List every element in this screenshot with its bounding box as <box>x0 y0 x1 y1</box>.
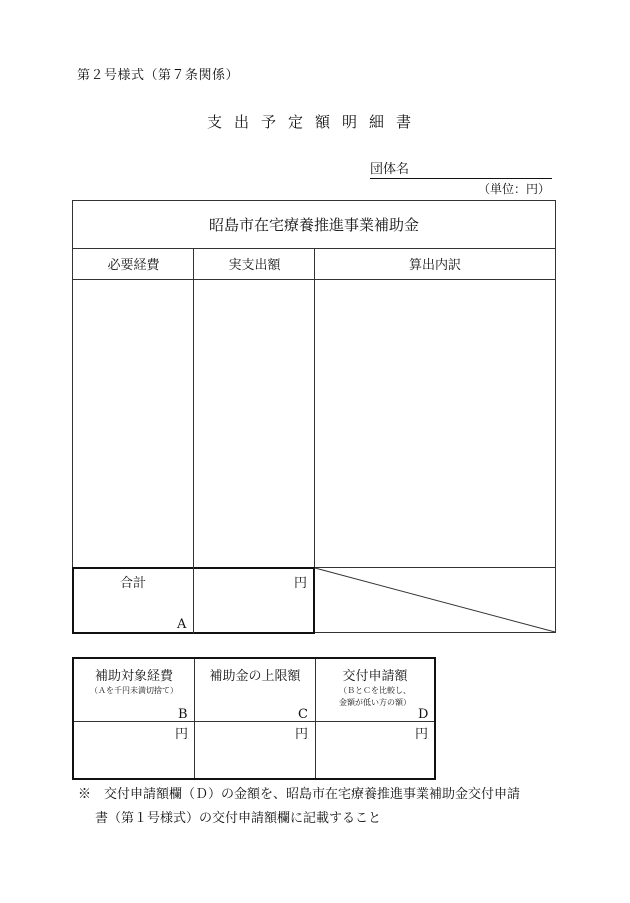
yen-unit-b: 円 <box>175 727 189 742</box>
form-number: 第２号様式（第７条関係） <box>77 68 240 83</box>
yen-unit-d: 円 <box>415 727 429 742</box>
actual-expenditure-cell[interactable] <box>194 280 314 567</box>
marker-b: B <box>178 707 188 722</box>
yen-unit-c: 円 <box>295 727 309 742</box>
total-marker-a: A <box>177 617 187 632</box>
organization-field[interactable] <box>370 158 552 179</box>
column-header-calculation-breakdown: 算出内訳 <box>315 248 555 280</box>
marker-c: C <box>298 707 308 722</box>
diagonal-strike <box>314 567 556 633</box>
header-eligible-expenses: 補助対象経費 <box>94 669 173 684</box>
header-subsidy-cap: 補助金の上限額 <box>209 669 301 684</box>
total-label: 合計 <box>120 576 147 591</box>
subsidy-calc-table <box>72 657 436 780</box>
marker-d: D <box>418 707 429 722</box>
note-line-1: 交付申請額欄（Ｄ）の金額を、昭島市在宅療養推進事業補助金交付申請 <box>104 787 521 802</box>
note-mark: ※ <box>78 787 92 802</box>
unit-label: （単位：円） <box>477 182 550 196</box>
subsidy-name: 昭島市在宅療養推進事業補助金 <box>73 201 555 249</box>
document-title: 支出予定額明細書 <box>206 113 423 131</box>
organization-label: 団体名 <box>370 162 410 177</box>
instruction-note <box>78 783 558 831</box>
calculation-breakdown-cell[interactable] <box>315 280 555 567</box>
subnote-d-line2: 金額が低い方の額） <box>339 698 411 707</box>
required-expenses-cell[interactable] <box>73 280 193 567</box>
total-yen-unit: 円 <box>294 576 308 591</box>
subnote-b: （Ａを千円未満切捨て） <box>90 686 178 695</box>
note-line-2: 書（第１号様式）の交付申請額欄に記載すること <box>95 811 382 826</box>
header-application-amount: 交付申請額 <box>342 669 408 684</box>
column-header-required-expenses: 必要経費 <box>73 248 194 280</box>
total-divider <box>193 567 194 634</box>
column-header-actual-expenditure: 実支出額 <box>194 248 315 280</box>
subnote-d-line1: （ＢとＣを比較し、 <box>339 686 411 695</box>
